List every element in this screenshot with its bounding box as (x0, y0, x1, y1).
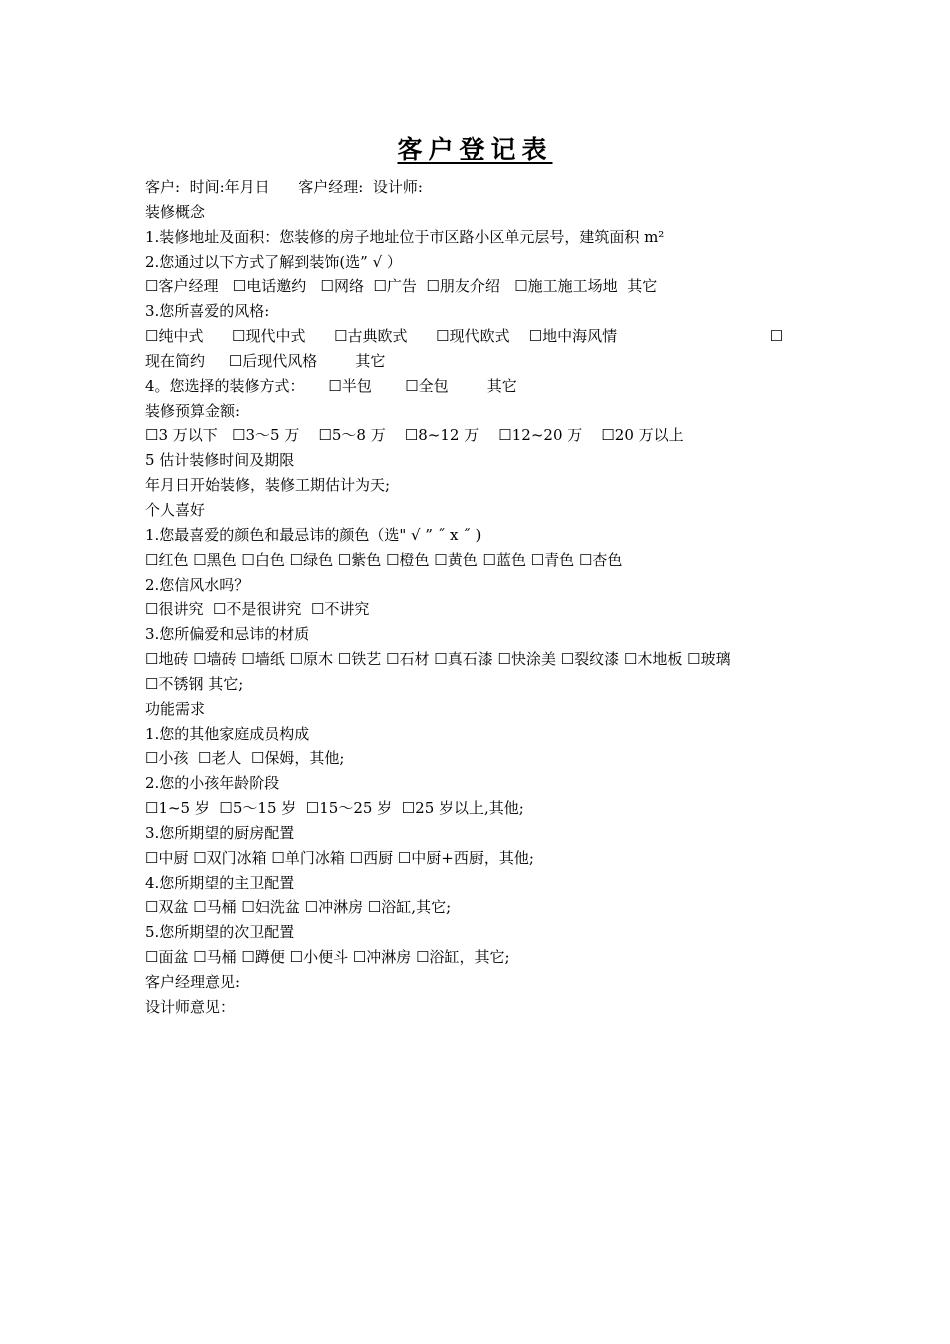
question-materials: 3.您所偏爱和忌讳的材质 (145, 625, 310, 644)
account-manager-opinion: 客户经理意见: (145, 973, 241, 991)
options-fengshui: ☐很讲究 ☐不是很讲究 ☐不讲究 (145, 600, 370, 619)
question-kitchen: 3.您所期望的厨房配置 (145, 823, 295, 842)
question-master-bathroom: 4.您所期望的主卫配置 (145, 873, 295, 892)
options-style-row-1: ☐纯中式 ☐现代中式 ☐古典欧式 ☐现代欧式 ☐地中海风情 ☐ (145, 327, 784, 346)
question-fengshui: 2.您信风水吗？ (145, 575, 250, 594)
section-heading-functional-needs: 功能需求 (145, 699, 206, 718)
options-budget: ☐3 万以下 ☐3～5 万 ☐5～8 万 ☐8~12 万 ☐12~20 万 ☐20 万以上 (145, 426, 684, 445)
options-kitchen: ☐中厨 ☐双门冰箱 ☐单门冰箱 ☐西厨 ☐中厨+西厨，其他; (145, 848, 534, 867)
options-master-bathroom: ☐双盆 ☐马桶 ☐妇洗盆 ☐冲淋房 ☐浴缸,其它; (145, 898, 452, 917)
question-style: 3.您所喜爱的风格: (145, 302, 270, 321)
section-heading-personal-preferences: 个人喜好 (145, 500, 206, 519)
header-info-line: 客户: 时间:年月日 客户经理: 设计师: (145, 178, 423, 196)
question-source: 2.您通过以下方式了解到装饰(选” √ ） (145, 252, 402, 271)
question-colors: 1.您最喜爱的颜色和最忌讳的颜色（选" √ ” ˝ x ˝ ) (145, 525, 482, 544)
question-family-members: 1.您的其他家庭成员构成 (145, 724, 310, 743)
question-second-bathroom: 5.您所期望的次卫配置 (145, 923, 295, 942)
form-body (145, 175, 815, 1020)
options-source: ☐客户经理 ☐电话邀约 ☐网络 ☐广告 ☐朋友介绍 ☐施工施工场地 其它 (145, 277, 658, 296)
section-heading-decoration-concept: 装修概念 (145, 202, 206, 221)
options-materials-row-2: ☐不锈钢 其它; (145, 674, 244, 693)
options-style-row-2: 现在简约 ☐后现代风格 其它 (145, 351, 386, 370)
designer-opinion: 设计师意见： (145, 997, 236, 1016)
timeline-detail: 年月日开始装修，装修工期估计为天; (145, 476, 391, 495)
options-family-members: ☐小孩 ☐老人 ☐保姆，其他; (145, 749, 345, 768)
options-second-bathroom: ☐面盆 ☐马桶 ☐蹲便 ☐小便斗 ☐冲淋房 ☐浴缸，其它; (145, 948, 510, 967)
options-colors: ☐红色 ☐黑色 ☐白色 ☐绿色 ☐紫色 ☐橙色 ☐黄色 ☐蓝色 ☐青色 ☐杏色 (145, 550, 623, 569)
question-budget: 装修预算金额: (145, 401, 241, 420)
question-address-area: 1.装修地址及面积：您装修的房子地址位于市区路小区单元层号，建筑面积 m² (145, 227, 665, 246)
document-title: 客户登记表 (397, 135, 553, 164)
question-child-age: 2.您的小孩年龄阶段 (145, 774, 280, 793)
question-decoration-method: 4。您选择的装修方式： ☐半包 ☐全包 其它 (145, 376, 517, 395)
options-materials-row-1: ☐地砖 ☐墙砖 ☐墙纸 ☐原木 ☐铁艺 ☐石材 ☐真石漆 ☐快涂美 ☐裂纹漆 ☐木地板 ☐玻璃 (145, 650, 731, 669)
options-child-age: ☐1~5 岁 ☐5～15 岁 ☐15～25 岁 ☐25 岁以上,其他; (145, 799, 524, 818)
question-timeline: 5 估计装修时间及期限 (145, 451, 295, 470)
